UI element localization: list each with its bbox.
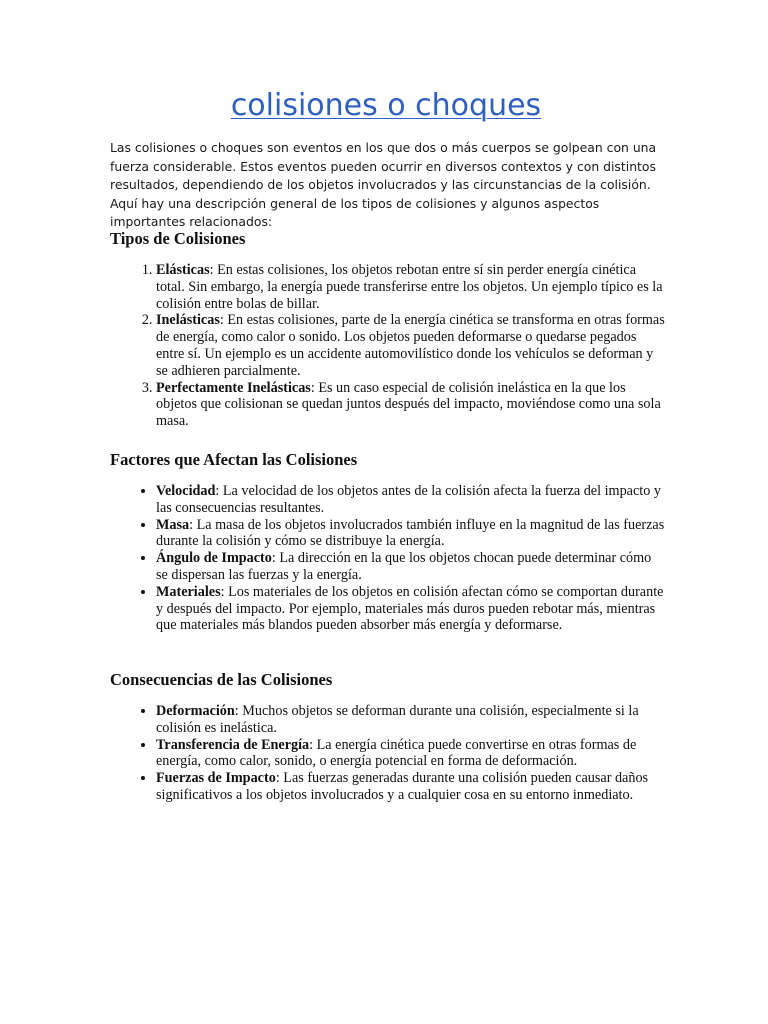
list-item-text: : En estas colisiones, los objetos rebotan entre sí sin perder energía cinética total. Sin embargo, la energía puede transferirse entre los objetos. Un ejemplo típico es la colisión entre bolas de billar.: [156, 262, 663, 312]
list-item-term: Masa: [156, 516, 190, 533]
numbered-list: [110, 262, 666, 430]
list-item-term: Perfectamente Inelásticas: [156, 379, 311, 396]
list-item: [156, 584, 666, 634]
section-heading: Tipos de Colisiones: [110, 229, 246, 248]
list-item: [156, 703, 666, 737]
section-factores: [110, 449, 666, 634]
list-item: [156, 312, 666, 379]
list-item-text: : Los materiales de los objetos en colisión afectan cómo se comportan durante y después del impacto. Por ejemplo, materiales más duros pueden rebotar más, mientras que materiales más blandos pueden absorber más energía y deformarse.: [156, 583, 664, 634]
list-item: [156, 550, 666, 584]
list-item-text: : La velocidad de los objetos antes de la colisión afecta la fuerza del impacto y las consecuencias resultantes.: [156, 483, 661, 516]
list-item-text: : Es un caso especial de colisión inelástica en la que los objetos que colisionan se quedan juntos después del impacto, moviéndose como una sola masa.: [156, 379, 661, 430]
list-item-text: : Muchos objetos se deforman durante una colisión, especialmente si la colisión es inelástica.: [156, 703, 639, 736]
list-item-term: Deformación: [156, 703, 235, 719]
section-tipos-de-colisiones: [110, 228, 666, 430]
list-item-term: Inelásticas: [156, 312, 220, 329]
list-item-text: : En estas colisiones, parte de la energía cinética se transforma en otras formas de energía, como calor o sonido. Los objetos pueden deformarse o quedarse pegados entre sí. Un ejemplo es un accidente automovilístico donde los vehículos se deforman y se adhieren parcialmente.: [156, 312, 665, 379]
list-item: [156, 483, 666, 517]
list-item-text: : La energía cinética puede convertirse en otras formas de energía, como calor, sonido, o energía potencial en forma de deformación.: [156, 736, 637, 770]
document-title: colisiones o choques: [230, 88, 542, 123]
list-item: [156, 770, 666, 804]
list-item-term: Ángulo de Impacto: [156, 550, 272, 567]
section-heading: Factores que Afectan las Colisiones: [110, 450, 358, 469]
bullet-list: [110, 483, 666, 634]
bullet-list: [110, 703, 666, 804]
list-item-term: Materiales: [156, 583, 221, 600]
list-item: [156, 380, 666, 430]
list-item-text: : La dirección en la que los objetos chocan puede determinar cómo se dispersan las fuerzas y la energía.: [156, 550, 652, 583]
list-item-text: : Las fuerzas generadas durante una colisión pueden causar daños significativos a los objetos involucrados y a cualquier cosa en su entorno inmediato.: [156, 770, 649, 803]
list-item-term: Elásticas: [156, 262, 210, 278]
list-item-text: : La masa de los objetos involucrados también influye en la magnitud de las fuerzas durante la colisión y cómo se distribuye la energía.: [156, 516, 665, 550]
list-item: [156, 262, 666, 312]
list-item-term: Fuerzas de Impacto: [156, 770, 276, 787]
section-heading: Consecuencias de las Colisiones: [110, 670, 333, 689]
list-item-term: Transferencia de Energía: [156, 736, 310, 753]
list-item: [156, 737, 666, 771]
section-consecuencias: [110, 669, 666, 804]
intro-paragraph: Las colisiones o choques son eventos en los que dos o más cuerpos se golpean con una fuerza considerable. Estos eventos pueden ocurrir en diversos contextos y con distintos resultados, dependiendo de los objetos involucrados y las circunstancias de la colisión. Aquí hay una descripción general de los tipos de colisiones y algunos aspectos importantes relacionados:: [110, 140, 657, 229]
list-item-term: Velocidad: [156, 483, 216, 499]
list-item: [156, 517, 666, 551]
